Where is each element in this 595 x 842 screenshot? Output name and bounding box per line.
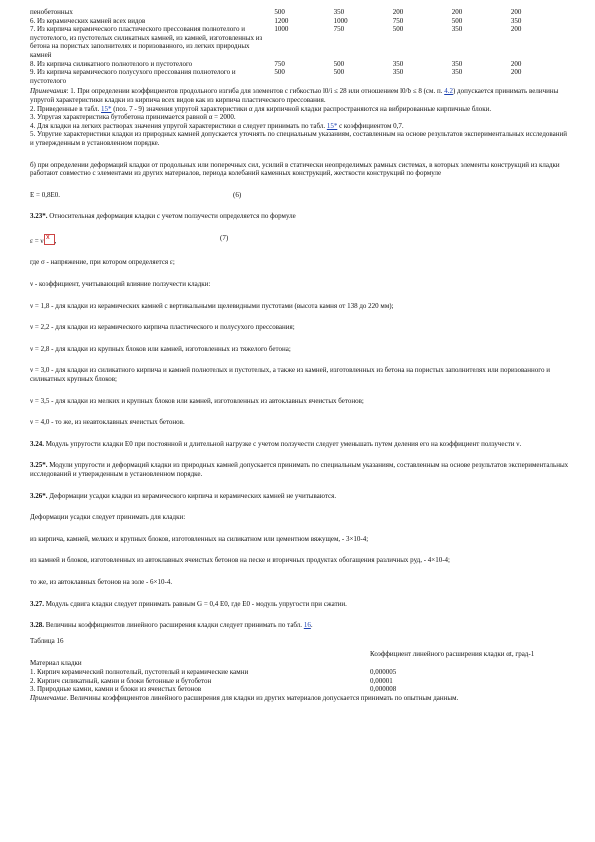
elastic-characteristic-table (30, 8, 570, 85)
table-row (30, 668, 570, 677)
cell-value: 350 (451, 25, 463, 34)
nu-list-item: ν = 2,8 - для кладки из крупных блоков или камней, изготовленных из тяжелого бетона; (30, 344, 291, 353)
header-coefficient: Коэффициент линейного расширения кладки αt, град-1 (370, 650, 535, 659)
cell-value: 1000 (274, 25, 289, 34)
note-1: Примечания: 1. При определении коэффициентов продольного изгиба для элементов с гибкостью l0/i ≤ 28 или отношением l0/b ≤ 8 (см. п. 4.2) допускается принимать величины упругой характеристики кладки из кирпича всех видов как из кирпича пластического прессования. (30, 87, 559, 104)
table-notes (30, 87, 570, 147)
nu-list-item: ν = 3,5 - для кладки из мелких и крупных блоков или камней, изготовленных из автоклавных ячеистых бетонов; (30, 396, 364, 405)
cell-value: 0,00001 (370, 676, 393, 685)
cell-value: 500 (392, 25, 404, 34)
table-row (30, 25, 570, 59)
paragraph-3-25: 3.25*. Модули упругости и деформаций кладки из природных камней допускается принимать по специальным указаниям, составленным на основе результатов экспериментальных исследований и утвержденным в установленном порядке. (30, 461, 569, 478)
linear-expansion-table (30, 650, 570, 693)
cell-material: 3. Природные камни, камни и блоки из ячеистых бетонов (30, 685, 202, 694)
cell-value: 350 (451, 59, 463, 68)
cell-material: 6. Из керамических камней всех видов (30, 16, 146, 25)
table-16-caption: Таблица 16 (30, 636, 64, 645)
table-row (30, 8, 570, 17)
cell-value: 200 (451, 8, 463, 16)
note-2: 2. Приведенные в табл. 15* (поз. 7 - 9) значения упругой характеристики α для кирпичной кладки распространяются на вибрированные кирпичные блоки. (30, 104, 492, 113)
link-table-16[interactable]: 16 (303, 621, 311, 630)
cell-value: 200 (510, 25, 522, 34)
header-material: Материал кладки (30, 659, 82, 668)
shrinkage-list-item: то же, из автоклавных бетонов на золе - 6×10-4. (30, 577, 173, 586)
document-page (30, 8, 570, 702)
cell-value: 350 (510, 16, 522, 25)
shrinkage-list (30, 522, 570, 587)
cell-value: 350 (392, 59, 404, 68)
note-3: 3. Упругая характеристика бутобетона принимается равной α = 2000. (30, 113, 236, 122)
cell-value: 500 (333, 68, 345, 77)
cell-material: 1. Кирпич керамический полнотелый, пустотелый и керамические камни (30, 667, 249, 676)
formula-6: E = 0,8E0. (6) (30, 190, 242, 199)
cell-value: 750 (333, 25, 345, 34)
table-row (30, 60, 570, 69)
table-row (30, 68, 570, 85)
note-4: 4. Для кладки на легких растворах значения упругой характеристики α следует принимать по табл. 15* с коэффициентом 0,7. (30, 121, 404, 130)
note-5: 5. Упругие характеристики кладки из природных камней допускается уточнять по специальным указаниям, составленным на основе результатов экспериментальных исследований и утвержденным в установленном порядке. (30, 130, 567, 147)
cell-value: 500 (451, 16, 463, 25)
table-16-note: Примечание. Величины коэффициентов линейного расширения для кладки из других материалов допускается принимать по опытным данным. (30, 693, 459, 702)
nu-list-item: ν = 1,8 - для кладки из керамических камней с вертикальными щелевидными пустотами (высота камня от 138 до 220 мм); (30, 301, 394, 310)
nu-list-item: ν = 4,0 - то же, из неавтоклавных ячеистых бетонов. (30, 418, 185, 427)
formula-7: ε = νx , (7) (30, 234, 570, 246)
paragraph-3-23: 3.23*. Относительная деформация кладки с учетом ползучести определяется по формуле (30, 212, 296, 221)
nu-list-item: ν = 2,2 - для кладки из керамического кирпича пластического и полусухого прессования; (30, 323, 295, 332)
cell-value: 0,000008 (370, 685, 397, 694)
table-row (30, 677, 570, 686)
cell-value: 1200 (274, 16, 289, 25)
nu-coefficient-list (30, 289, 570, 427)
cell-value: 500 (274, 68, 285, 77)
cell-material: пенобетонных (30, 8, 73, 16)
cell-material: 2. Кирпич силикатный, камни и блоки бетонные и бутобетон (30, 676, 212, 685)
cell-value: 350 (451, 68, 463, 77)
shrinkage-intro: Деформации усадки следует принимать для кладки: (30, 513, 186, 522)
cell-value: 500 (333, 59, 345, 68)
cell-material: 7. Из кирпича керамического пластического прессования полнотелого и пустотелого, из пустотелых силикатных камней, из камней, изготовленных из бетона на пористых заполнителях и поризованного, из легких природных камней (30, 25, 263, 59)
table-header-row (30, 650, 570, 668)
nu-list-item: ν = 3,0 - для кладки из силикатного кирпича и камней полнотелых и пустотелых, а также из камней, изготовленных из бетона на пористых заполнителях или поризованного и силикатных крупных блоков; (30, 366, 550, 384)
cell-value: 350 (333, 8, 345, 16)
paragraph-b: б) при определении деформаций кладки от продольных или поперечных сил, усилий в статически неопределимых рамных системах, в которых элементы конструкций из кладки работают совместно с элементами из других материалов, периода колебаний каменных конструкций, жесткости конструкций по формуле (30, 160, 560, 178)
cell-material: 8. Из кирпича силикатного полнотелого и пустотелого (30, 59, 193, 68)
cell-value: 750 (274, 59, 285, 68)
paragraph-3-28: 3.28. Величины коэффициентов линейного расширения кладки следует принимать по табл. 16. (30, 621, 313, 630)
table-row (30, 17, 570, 26)
cell-value: 200 (510, 59, 522, 68)
cell-value: 0,000005 (370, 667, 397, 676)
paragraph-3-27: 3.27. Модуль сдвига кладки следует принимать равным G = 0,4 E0, где E0 - модуль упругости при сжатии. (30, 599, 347, 608)
shrinkage-list-item: из камней и блоков, изготовленных из автоклавных ячеистых бетонов на песке и вторичных продуктах обогащения различных руд, - 4×10-4; (30, 556, 450, 565)
cell-value: 200 (510, 8, 522, 16)
nu-definition: ν - коэффициент, учитывающий влияние ползучести кладки: (30, 280, 211, 289)
paragraph-3-26: 3.26*. Деформации усадки кладки из керамического кирпича и керамических камней не учитываются. (30, 491, 337, 500)
cell-value: 500 (274, 8, 285, 16)
broken-image-icon (44, 234, 55, 245)
link-table-15[interactable]: 15* (101, 104, 112, 113)
sigma-definition: где σ - напряжение, при котором определяется ε; (30, 258, 175, 267)
cell-value: 1000 (333, 16, 348, 25)
cell-value: 750 (392, 16, 404, 25)
cell-value: 200 (392, 8, 404, 16)
cell-value: 200 (510, 68, 522, 77)
paragraph-3-24: 3.24. Модуль упругости кладки E0 при постоянной и длительной нагрузке с учетом ползучести следует уменьшать путем деления его на коэффициент ползучести ν. (30, 439, 522, 448)
cell-material: 9. Из кирпича керамического полусухого прессования полнотелого и пустотелого (30, 68, 236, 85)
link-table-15[interactable]: 15* (326, 121, 338, 130)
cell-value: 350 (392, 68, 404, 77)
link-4-2[interactable]: 4.2 (444, 87, 453, 96)
shrinkage-list-item: из кирпича, камней, мелких и крупных блоков, изготовленных на силикатном или цементном вяжущем, - 3×10-4; (30, 534, 369, 543)
table-row (30, 685, 570, 694)
